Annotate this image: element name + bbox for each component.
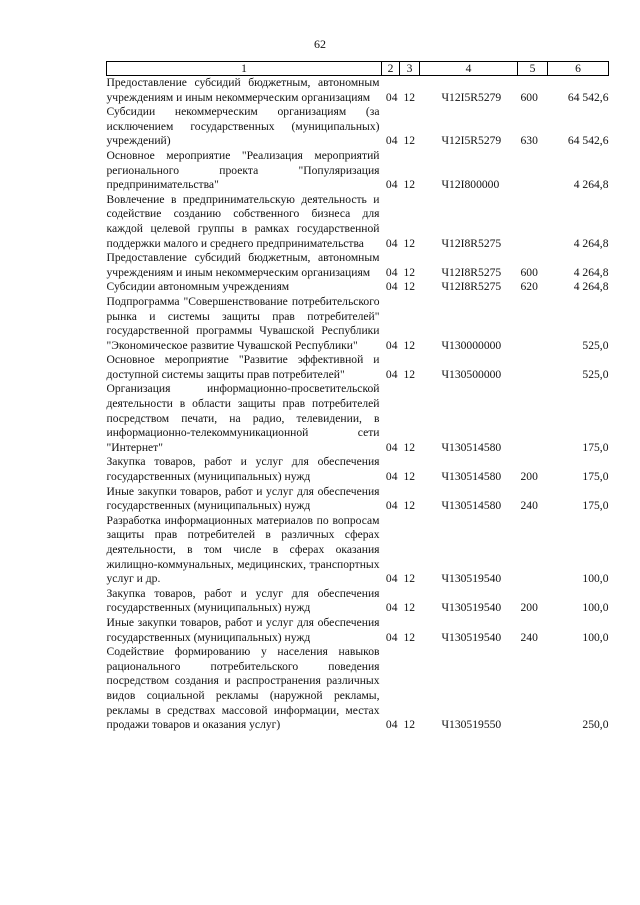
row-target-article: Ч12I800000: [441, 178, 500, 192]
row-amount: 4 264,8: [573, 280, 609, 294]
row-expense-type: [518, 193, 548, 251]
row-subsection: 12: [403, 90, 416, 104]
table-row: [107, 587, 609, 616]
page-number: 62: [314, 37, 326, 51]
row-section: 04: [385, 178, 398, 192]
row-section: 04: [385, 338, 398, 352]
row-name: Закупка товаров, работ и услуг для обеспечения государственных (муниципальных) нужд: [106, 455, 380, 484]
row-section: 04: [385, 367, 398, 381]
row-amount: 175,0: [582, 470, 609, 484]
row-amount: 175,0: [582, 499, 609, 513]
row-expense-type: [518, 353, 548, 382]
row-section: 04: [385, 265, 398, 279]
table-header: [107, 62, 609, 76]
header-col-1: 1: [107, 62, 382, 76]
row-expense-type: [518, 149, 548, 193]
row-section: 04: [385, 601, 398, 615]
row-target-article: Ч130519540: [441, 572, 502, 586]
row-name: Вовлечение в предпринимательскую деятельность и содействие созданию собственного бизнеса для каждой целевой группы в рамках государственной поддержки малого и среднего предпринимательства: [106, 192, 380, 250]
row-expense-type: [518, 382, 548, 455]
table-row: [107, 149, 609, 193]
row-subsection: 12: [403, 470, 416, 484]
row-subsection: 12: [403, 280, 416, 294]
row-name: Субсидии некоммерческим организациям (за исключением государственных (муниципальных) учреждений): [106, 105, 380, 148]
row-amount: 525,0: [582, 338, 609, 352]
row-section: 04: [385, 630, 398, 644]
row-target-article: Ч130519540: [441, 630, 502, 644]
row-section: 04: [385, 440, 398, 454]
header-col-2: 2: [382, 62, 400, 76]
row-target-article: Ч130514580: [441, 440, 502, 454]
row-target-article: Ч130514580: [441, 470, 502, 484]
row-name: Предоставление субсидий бюджетным, автономным учреждениям и иным некоммерческим организациям: [106, 76, 380, 104]
row-subsection: 12: [403, 440, 416, 454]
row-amount: 100,0: [582, 572, 609, 586]
row-subsection: 12: [403, 367, 416, 381]
row-amount: 175,0: [582, 440, 609, 454]
row-name: Субсидии автономным учреждениям: [106, 280, 290, 294]
row-target-article: Ч130000000: [441, 338, 502, 352]
row-amount: 4 264,8: [573, 236, 609, 250]
row-section: 04: [385, 134, 398, 148]
table-row: [107, 485, 609, 514]
row-subsection: 12: [403, 499, 416, 513]
row-section: 04: [385, 236, 398, 250]
row-name: Предоставление субсидий бюджетным, автономным учреждениям и иным некоммерческим организациям: [106, 251, 380, 279]
row-expense-type: 630: [520, 134, 538, 148]
row-expense-type: [518, 645, 548, 733]
row-name: Иные закупки товаров, работ и услуг для обеспечения государственных (муниципальных) нужд: [106, 484, 380, 513]
row-expense-type: 240: [520, 630, 538, 644]
row-subsection: 12: [403, 265, 416, 279]
row-section: 04: [385, 90, 398, 104]
budget-table: [106, 61, 609, 733]
row-target-article: Ч130519540: [441, 601, 502, 615]
table-row: [107, 353, 609, 382]
table-row: [107, 193, 609, 251]
row-subsection: 12: [403, 236, 416, 250]
row-expense-type: 620: [520, 280, 538, 294]
row-target-article: Ч12I8R5275: [441, 280, 502, 294]
row-amount: 100,0: [582, 601, 609, 615]
row-section: 04: [385, 499, 398, 513]
row-expense-type: 200: [520, 601, 538, 615]
row-subsection: 12: [403, 338, 416, 352]
row-amount: 4 264,8: [573, 178, 609, 192]
row-name: Основное мероприятие "Реализация мероприятий регионального проекта "Популяризация предпринимательства": [106, 148, 380, 192]
row-amount: 64 542,6: [567, 90, 609, 104]
table-row: [107, 295, 609, 353]
table-row: [107, 251, 609, 280]
row-amount: 100,0: [582, 630, 609, 644]
row-target-article: Ч12I8R5275: [441, 265, 502, 279]
row-target-article: Ч12I5R5279: [441, 90, 502, 104]
row-expense-type: [518, 295, 548, 353]
row-target-article: Ч130500000: [441, 367, 502, 381]
table-row: [107, 382, 609, 455]
row-subsection: 12: [403, 134, 416, 148]
row-subsection: 12: [403, 572, 416, 586]
row-name: Основное мероприятие "Развитие эффективной и доступной системы защиты прав потребителей": [106, 353, 380, 381]
row-target-article: Ч130519550: [441, 718, 502, 732]
row-amount: 4 264,8: [573, 265, 609, 279]
row-section: 04: [385, 280, 398, 294]
row-target-article: Ч12I5R5279: [441, 134, 502, 148]
row-name: Закупка товаров, работ и услуг для обеспечения государственных (муниципальных) нужд: [106, 586, 380, 615]
table-row: [107, 514, 609, 587]
header-col-5: 5: [518, 62, 548, 76]
header-col-3: 3: [400, 62, 420, 76]
row-subsection: 12: [403, 178, 416, 192]
row-section: 04: [385, 572, 398, 586]
header-col-4: 4: [420, 62, 518, 76]
row-name: Разработка информационных материалов по вопросам защиты прав потребителей в различных сферах деятельности, в том числе в сферах оказания жилищно-коммунальных, медицинских, транспортных услуг и др.: [106, 513, 380, 586]
row-name: Подпрограмма "Совершенствование потребительского рынка и системы защиты прав потребителей" государственной программы Чувашской Республики "Экономическое развитие Чувашской Республики": [106, 294, 380, 352]
table-row: [107, 645, 609, 733]
table-body: [107, 76, 609, 733]
header-col-6: 6: [548, 62, 609, 76]
row-subsection: 12: [403, 718, 416, 732]
table-row: [107, 76, 609, 106]
row-name: Иные закупки товаров, работ и услуг для обеспечения государственных (муниципальных) нужд: [106, 615, 380, 644]
row-name: Содействие формированию у населения навыков рационального потребительского поведения посредством создания и распространения различных видов социальной рекламы (наружной рекламы, рекламы в средствах массовой информации, местах продажи товаров и оказания услуг): [106, 645, 380, 732]
table-row: [107, 455, 609, 484]
row-amount: 525,0: [582, 367, 609, 381]
row-subsection: 12: [403, 601, 416, 615]
row-subsection: 12: [403, 630, 416, 644]
row-expense-type: 240: [520, 499, 538, 513]
row-target-article: Ч130514580: [441, 499, 502, 513]
row-target-article: Ч12I8R5275: [441, 236, 502, 250]
row-expense-type: 600: [520, 90, 538, 104]
row-name: Организация информационно-просветительской деятельности в области защиты прав потребителей посредством печати, на радио, телевидении, в информационно-телекоммуникационной сети "Интернет": [106, 382, 380, 454]
row-amount: 64 542,6: [567, 134, 609, 148]
table-row: [107, 280, 609, 295]
row-expense-type: [518, 514, 548, 587]
row-section: 04: [385, 470, 398, 484]
row-section: 04: [385, 718, 398, 732]
row-amount: 250,0: [582, 718, 609, 732]
table-row: [107, 105, 609, 149]
row-expense-type: 600: [520, 265, 538, 279]
row-expense-type: 200: [520, 470, 538, 484]
table-row: [107, 616, 609, 645]
